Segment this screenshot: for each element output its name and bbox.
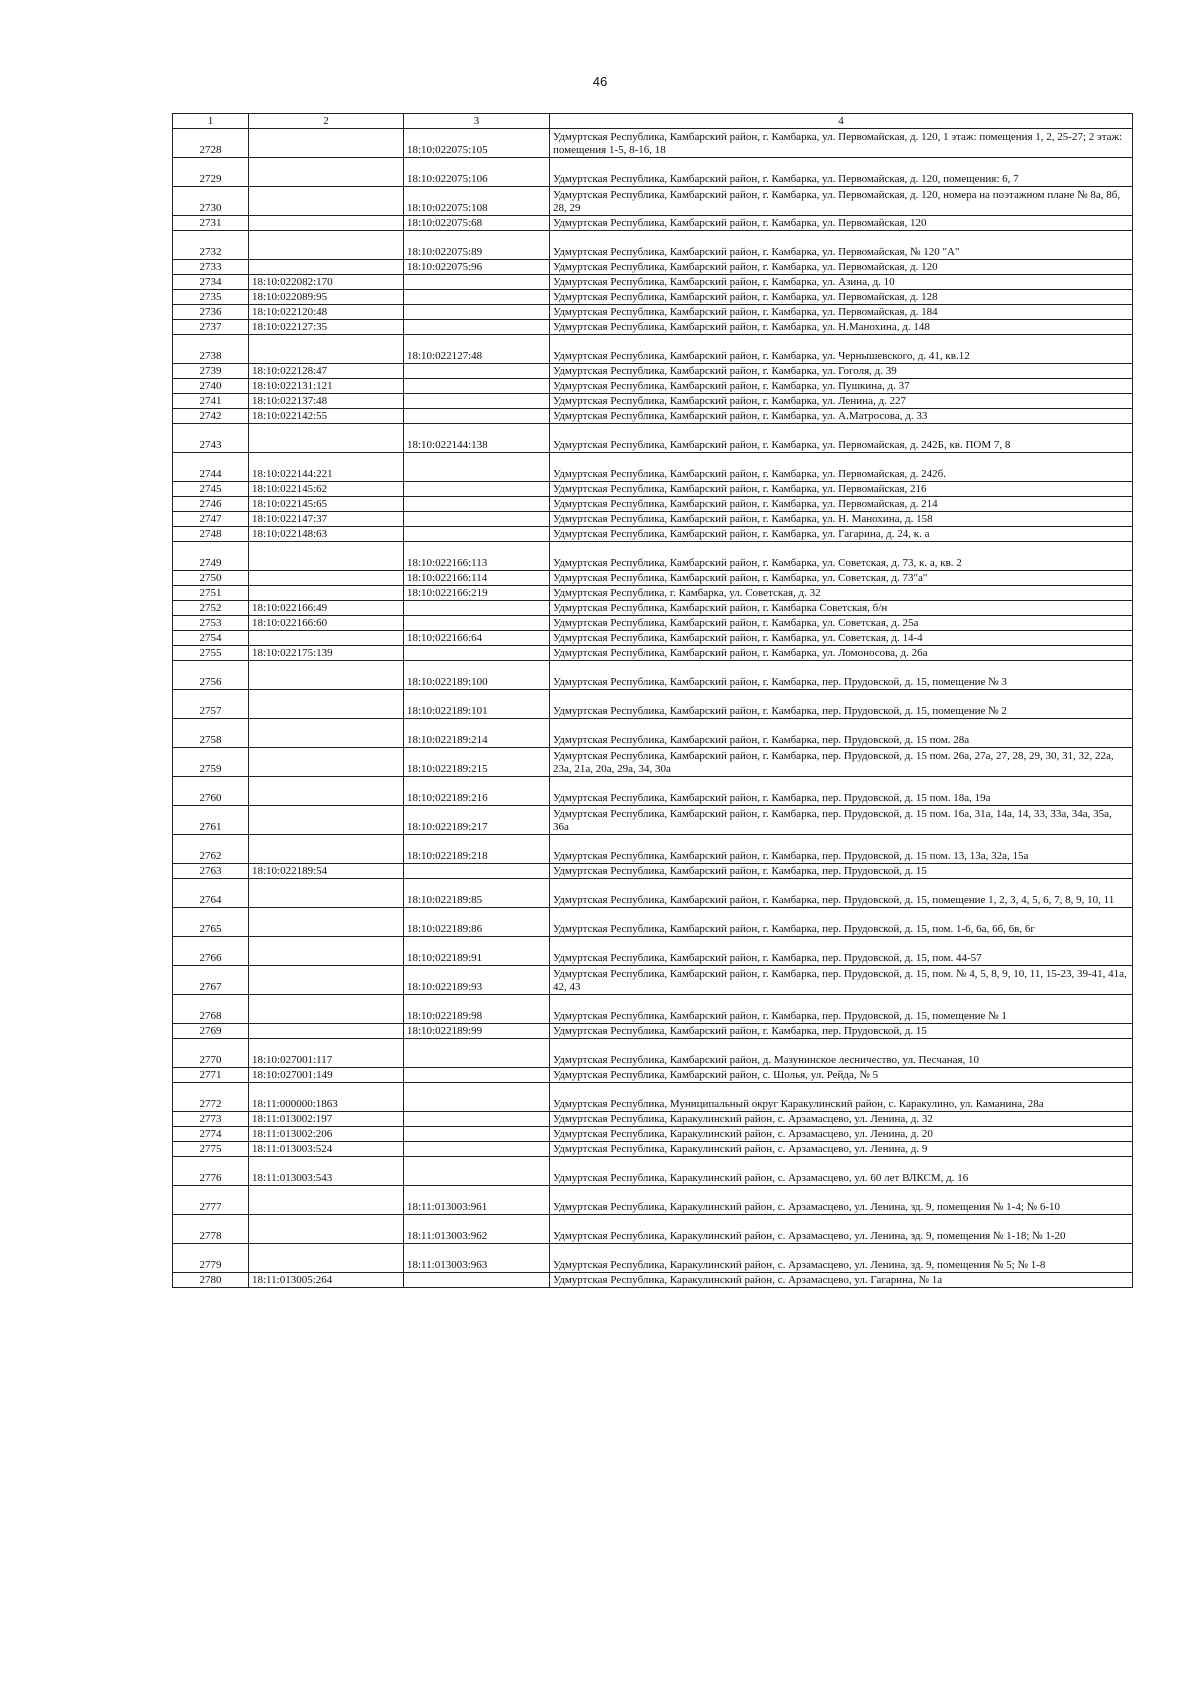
row-number: 2732 — [173, 231, 249, 260]
cadastral-number-col3 — [404, 646, 550, 661]
table-row — [173, 527, 1133, 542]
cadastral-number-col3: 18:10:022144:138 — [404, 424, 550, 453]
address: Удмуртская Республика, Камбарский район, г. Камбарка, пер. Прудовской, д. 15 пом. 13, 13а, 32а, 15а — [550, 835, 1133, 864]
cadastral-number-col2 — [249, 187, 404, 216]
cadastral-number-col3: 18:10:022189:217 — [404, 806, 550, 835]
table-row — [173, 646, 1133, 661]
cadastral-number-col2: 18:11:013003:543 — [249, 1157, 404, 1186]
row-number: 2752 — [173, 601, 249, 616]
row-number: 2731 — [173, 216, 249, 231]
cadastral-number-col2 — [249, 835, 404, 864]
table-row — [173, 187, 1133, 216]
row-number: 2754 — [173, 631, 249, 646]
row-number: 2746 — [173, 497, 249, 512]
cadastral-number-col3: 18:10:022075:108 — [404, 187, 550, 216]
cadastral-number-col3 — [404, 453, 550, 482]
table-row — [173, 453, 1133, 482]
table-row — [173, 364, 1133, 379]
table-row — [173, 305, 1133, 320]
address: Удмуртская Республика, Камбарский район, г. Камбарка, ул. Советская, д. 73, к. а, кв. 2 — [550, 542, 1133, 571]
cadastral-number-col2 — [249, 690, 404, 719]
cadastral-number-col3: 18:10:022166:64 — [404, 631, 550, 646]
row-number: 2743 — [173, 424, 249, 453]
table-row — [173, 290, 1133, 305]
table-row — [173, 129, 1133, 158]
address: Удмуртская Республика, Камбарский район, г. Камбарка, пер. Прудовской, д. 15, помещение № 3 — [550, 661, 1133, 690]
cadastral-number-col3 — [404, 1068, 550, 1083]
address: Удмуртская Республика, Каракулинский район, с. Арзамасцево, ул. Ленина, д. 32 — [550, 1112, 1133, 1127]
row-number: 2736 — [173, 305, 249, 320]
row-number: 2728 — [173, 129, 249, 158]
cadastral-number-col3: 18:10:022166:113 — [404, 542, 550, 571]
address: Удмуртская Республика, Каракулинский район, с. Арзамасцево, ул. Ленина, д. 9 — [550, 1142, 1133, 1157]
cadastral-number-col3 — [404, 290, 550, 305]
table-row — [173, 335, 1133, 364]
cadastral-number-col3 — [404, 409, 550, 424]
cadastral-number-col2: 18:10:022189:54 — [249, 864, 404, 879]
cadastral-number-col3: 18:10:022189:98 — [404, 995, 550, 1024]
table-row — [173, 275, 1133, 290]
cadastral-number-col2: 18:10:022089:95 — [249, 290, 404, 305]
cadastral-number-col3 — [404, 320, 550, 335]
table-row — [173, 1068, 1133, 1083]
address: Удмуртская Республика, Камбарский район, г. Камбарка, ул. Первомайская, д. 120 — [550, 260, 1133, 275]
cadastral-number-col3 — [404, 379, 550, 394]
row-number: 2747 — [173, 512, 249, 527]
address: Удмуртская Республика, Камбарский район, г. Камбарка, пер. Прудовской, д. 15, пом. 1-6, 6а, 6б, 6в, 6г — [550, 908, 1133, 937]
cadastral-number-col3: 18:10:022189:91 — [404, 937, 550, 966]
table-row — [173, 995, 1133, 1024]
table-row — [173, 1244, 1133, 1273]
row-number: 2764 — [173, 879, 249, 908]
cadastral-number-col3 — [404, 1112, 550, 1127]
column-header-3: 3 — [404, 114, 550, 129]
cadastral-number-col3 — [404, 497, 550, 512]
row-number: 2730 — [173, 187, 249, 216]
table-row — [173, 1186, 1133, 1215]
address: Удмуртская Республика, Камбарский район, г. Камбарка, пер. Прудовской, д. 15 — [550, 1024, 1133, 1039]
table-row — [173, 631, 1133, 646]
table-row — [173, 1215, 1133, 1244]
cadastral-number-col3 — [404, 1039, 550, 1068]
row-number: 2733 — [173, 260, 249, 275]
cadastral-number-col2 — [249, 586, 404, 601]
cadastral-number-col3 — [404, 601, 550, 616]
address: Удмуртская Республика, Камбарский район, д. Мазунинское лесничество, ул. Песчаная, 10 — [550, 1039, 1133, 1068]
cadastral-number-col2 — [249, 806, 404, 835]
column-header-4: 4 — [550, 114, 1133, 129]
address: Удмуртская Республика, Камбарский район, г. Камбарка, ул. Пушкина, д. 37 — [550, 379, 1133, 394]
address: Удмуртская Республика, Камбарский район, г. Камбарка, пер. Прудовской, д. 15 пом. 18а, 19а — [550, 777, 1133, 806]
table-row — [173, 320, 1133, 335]
cadastral-number-col2: 18:10:022142:55 — [249, 409, 404, 424]
cadastral-number-col3 — [404, 864, 550, 879]
cadastral-number-col2 — [249, 571, 404, 586]
cadastral-number-col3: 18:11:013003:962 — [404, 1215, 550, 1244]
column-header-1: 1 — [173, 114, 249, 129]
page-number: 46 — [592, 74, 608, 89]
address: Удмуртская Республика, Камбарский район, г. Камбарка Советская, б/н — [550, 601, 1133, 616]
address: Удмуртская Республика, Каракулинский район, с. Арзамасцево, ул. Ленина, д. 20 — [550, 1127, 1133, 1142]
cadastral-number-col2 — [249, 216, 404, 231]
table-row — [173, 966, 1133, 995]
row-number: 2777 — [173, 1186, 249, 1215]
address: Удмуртская Республика, Камбарский район, г. Камбарка, ул. Первомайская, д. 120, помещения: 6, 7 — [550, 158, 1133, 187]
table-row — [173, 1024, 1133, 1039]
column-header-2: 2 — [249, 114, 404, 129]
row-number: 2755 — [173, 646, 249, 661]
table-row — [173, 879, 1133, 908]
cadastral-number-col3: 18:10:022189:215 — [404, 748, 550, 777]
table-row — [173, 1157, 1133, 1186]
row-number: 2735 — [173, 290, 249, 305]
cadastral-number-col3: 18:10:022075:96 — [404, 260, 550, 275]
table-row — [173, 497, 1133, 512]
row-number: 2774 — [173, 1127, 249, 1142]
table-row — [173, 864, 1133, 879]
table-row — [173, 1039, 1133, 1068]
cadastral-number-col2 — [249, 879, 404, 908]
cadastral-number-col2: 18:10:027001:117 — [249, 1039, 404, 1068]
cadastral-number-col3 — [404, 527, 550, 542]
table-row — [173, 424, 1133, 453]
table-row — [173, 394, 1133, 409]
cadastral-number-col3: 18:10:022075:89 — [404, 231, 550, 260]
address: Удмуртская Республика, Камбарский район, г. Камбарка, ул. Первомайская, 120 — [550, 216, 1133, 231]
row-number: 2751 — [173, 586, 249, 601]
table-header — [173, 114, 1133, 129]
cadastral-number-col3 — [404, 616, 550, 631]
cadastral-number-col3 — [404, 305, 550, 320]
row-number: 2742 — [173, 409, 249, 424]
row-number: 2766 — [173, 937, 249, 966]
table-row — [173, 512, 1133, 527]
row-number: 2780 — [173, 1273, 249, 1288]
row-number: 2767 — [173, 966, 249, 995]
address: Удмуртская Республика, Каракулинский район, с. Арзамасцево, ул. Ленина, зд. 9, помещения № 1-4; № 6-10 — [550, 1186, 1133, 1215]
row-number: 2739 — [173, 364, 249, 379]
address: Удмуртская Республика, Камбарский район, г. Камбарка, ул. Н. Манохина, д. 158 — [550, 512, 1133, 527]
row-number: 2771 — [173, 1068, 249, 1083]
cadastral-number-col3: 18:10:022189:86 — [404, 908, 550, 937]
cadastral-number-col2 — [249, 908, 404, 937]
row-number: 2761 — [173, 806, 249, 835]
cadastral-number-col3: 18:10:022189:216 — [404, 777, 550, 806]
address: Удмуртская Республика, Камбарский район, г. Камбарка, ул. Азина, д. 10 — [550, 275, 1133, 290]
table-row — [173, 482, 1133, 497]
table-row — [173, 719, 1133, 748]
cadastral-number-col2 — [249, 1244, 404, 1273]
address: Удмуртская Республика, Камбарский район, г. Камбарка, ул. Ломоносова, д. 26а — [550, 646, 1133, 661]
table-body — [173, 129, 1133, 1288]
table-row — [173, 690, 1133, 719]
table-row — [173, 379, 1133, 394]
address: Удмуртская Республика, Камбарский район, г. Камбарка, пер. Прудовской, д. 15, помещение № 1 — [550, 995, 1133, 1024]
address: Удмуртская Республика, Камбарский район, г. Камбарка, пер. Прудовской, д. 15, помещение № 2 — [550, 690, 1133, 719]
row-number: 2756 — [173, 661, 249, 690]
cadastral-number-col3 — [404, 512, 550, 527]
cadastral-number-col2 — [249, 748, 404, 777]
address: Удмуртская Республика, г. Камбарка, ул. Советская, д. 32 — [550, 586, 1133, 601]
row-number: 2776 — [173, 1157, 249, 1186]
cadastral-number-col3 — [404, 482, 550, 497]
row-number: 2749 — [173, 542, 249, 571]
cadastral-number-col3: 18:10:022189:218 — [404, 835, 550, 864]
row-number: 2765 — [173, 908, 249, 937]
row-number: 2757 — [173, 690, 249, 719]
cadastral-number-col2: 18:10:022166:49 — [249, 601, 404, 616]
address: Удмуртская Республика, Камбарский район, г. Камбарка, ул. Гагарина, д. 24, к. а — [550, 527, 1133, 542]
cadastral-number-col3: 18:10:022075:106 — [404, 158, 550, 187]
cadastral-number-col3: 18:10:022189:214 — [404, 719, 550, 748]
address: Удмуртская Республика, Камбарский район, г. Камбарка, пер. Прудовской, д. 15 пом. 28а — [550, 719, 1133, 748]
address: Удмуртская Республика, Камбарский район, г. Камбарка, ул. Советская, д. 25а — [550, 616, 1133, 631]
cadastral-number-col2 — [249, 231, 404, 260]
cadastral-number-col2: 18:10:022145:62 — [249, 482, 404, 497]
table-row — [173, 661, 1133, 690]
row-number: 2753 — [173, 616, 249, 631]
cadastral-number-col2: 18:11:013002:206 — [249, 1127, 404, 1142]
table-row — [173, 586, 1133, 601]
cadastral-number-col3 — [404, 1083, 550, 1112]
cadastral-number-col3: 18:10:022075:68 — [404, 216, 550, 231]
address: Удмуртская Республика, Камбарский район, г. Камбарка, ул. Н.Манохина, д. 148 — [550, 320, 1133, 335]
cadastral-number-col3: 18:10:022189:93 — [404, 966, 550, 995]
cadastral-number-col2 — [249, 995, 404, 1024]
address: Удмуртская Республика, Камбарский район, г. Камбарка, ул. Первомайская, д. 242б. — [550, 453, 1133, 482]
cadastral-number-col2 — [249, 661, 404, 690]
cadastral-number-col2: 18:10:022144:221 — [249, 453, 404, 482]
table-row — [173, 216, 1133, 231]
cadastral-number-col3: 18:10:022166:219 — [404, 586, 550, 601]
cadastral-number-col2: 18:10:022145:65 — [249, 497, 404, 512]
cadastral-number-col2 — [249, 631, 404, 646]
row-number: 2740 — [173, 379, 249, 394]
cadastral-number-col2 — [249, 719, 404, 748]
cadastral-number-col2: 18:10:022147:37 — [249, 512, 404, 527]
row-number: 2773 — [173, 1112, 249, 1127]
address: Удмуртская Республика, Камбарский район, с. Шолья, ул. Рейда, № 5 — [550, 1068, 1133, 1083]
row-number: 2779 — [173, 1244, 249, 1273]
cadastral-number-col3: 18:11:013003:961 — [404, 1186, 550, 1215]
address: Удмуртская Республика, Каракулинский район, с. Арзамасцево, ул. Ленина, зд. 9, помещения № 5; № 1-8 — [550, 1244, 1133, 1273]
cadastral-number-col3: 18:10:022127:48 — [404, 335, 550, 364]
row-number: 2729 — [173, 158, 249, 187]
address: Удмуртская Республика, Камбарский район, г. Камбарка, пер. Прудовской, д. 15 пом. 16а, 31а, 14а, 14, 33, 33а, 34а, 35а, 36а — [550, 806, 1133, 835]
registry-table — [172, 113, 1133, 1288]
cadastral-number-col3: 18:11:013003:963 — [404, 1244, 550, 1273]
table-row — [173, 601, 1133, 616]
table-row — [173, 1112, 1133, 1127]
cadastral-number-col3: 18:10:022189:85 — [404, 879, 550, 908]
table-row — [173, 231, 1133, 260]
address: Удмуртская Республика, Камбарский район, г. Камбарка, ул. Первомайская, д. 120, номера на поэтажном плане № 8а, 8б, 28, 29 — [550, 187, 1133, 216]
address: Удмуртская Республика, Камбарский район, г. Камбарка, пер. Прудовской, д. 15, пом. № 4, 5, 8, 9, 10, 11, 15-23, 39-41, 41а, 42, 43 — [550, 966, 1133, 995]
cadastral-number-col2: 18:10:022128:47 — [249, 364, 404, 379]
table-row — [173, 1273, 1133, 1288]
address: Удмуртская Республика, Каракулинский район, с. Арзамасцево, ул. 60 лет ВЛКСМ, д. 16 — [550, 1157, 1133, 1186]
cadastral-number-col2 — [249, 966, 404, 995]
cadastral-number-col3: 18:10:022189:101 — [404, 690, 550, 719]
table-row — [173, 409, 1133, 424]
cadastral-number-col2: 18:10:022127:35 — [249, 320, 404, 335]
address: Удмуртская Республика, Камбарский район, г. Камбарка, ул. Первомайская, № 120 "А" — [550, 231, 1133, 260]
table-row — [173, 1142, 1133, 1157]
cadastral-number-col3 — [404, 1273, 550, 1288]
address: Удмуртская Республика, Камбарский район, г. Камбарка, ул. Советская, д. 14-4 — [550, 631, 1133, 646]
row-number: 2744 — [173, 453, 249, 482]
table-row — [173, 777, 1133, 806]
row-number: 2763 — [173, 864, 249, 879]
row-number: 2768 — [173, 995, 249, 1024]
address: Удмуртская Республика, Камбарский район, г. Камбарка, ул. Советская, д. 73"а" — [550, 571, 1133, 586]
cadastral-number-col3 — [404, 275, 550, 290]
cadastral-number-col2 — [249, 335, 404, 364]
row-number: 2738 — [173, 335, 249, 364]
table-row — [173, 260, 1133, 275]
address: Удмуртская Республика, Камбарский район, г. Камбарка, ул. Первомайская, д. 184 — [550, 305, 1133, 320]
row-number: 2741 — [173, 394, 249, 409]
row-number: 2758 — [173, 719, 249, 748]
row-number: 2772 — [173, 1083, 249, 1112]
row-number: 2769 — [173, 1024, 249, 1039]
table-row — [173, 806, 1133, 835]
address: Удмуртская Республика, Камбарский район, г. Камбарка, ул. Первомайская, д. 120, 1 этаж: помещения 1, 2, 25-27; 2 этаж: помещения 1-5, 8-16, 18 — [550, 129, 1133, 158]
address: Удмуртская Республика, Муниципальный округ Каракулинский район, с. Каракулино, ул. Каманина, 28а — [550, 1083, 1133, 1112]
cadastral-number-col2 — [249, 424, 404, 453]
cadastral-number-col2: 18:10:022082:170 — [249, 275, 404, 290]
cadastral-number-col2: 18:10:022137:48 — [249, 394, 404, 409]
row-number: 2759 — [173, 748, 249, 777]
cadastral-number-col2: 18:10:022148:63 — [249, 527, 404, 542]
address: Удмуртская Республика, Камбарский район, г. Камбарка, пер. Прудовской, д. 15 — [550, 864, 1133, 879]
cadastral-number-col2 — [249, 129, 404, 158]
address: Удмуртская Республика, Камбарский район, г. Камбарка, пер. Прудовской, д. 15, пом. 44-57 — [550, 937, 1133, 966]
address: Удмуртская Республика, Камбарский район, г. Камбарка, пер. Прудовской, д. 15, помещение 1, 2, 3, 4, 5, 6, 7, 8, 9, 10, 11 — [550, 879, 1133, 908]
row-number: 2745 — [173, 482, 249, 497]
address: Удмуртская Республика, Камбарский район, г. Камбарка, ул. Чернышевского, д. 41, кв.12 — [550, 335, 1133, 364]
row-number: 2770 — [173, 1039, 249, 1068]
address: Удмуртская Республика, Каракулинский район, с. Арзамасцево, ул. Гагарина, № 1а — [550, 1273, 1133, 1288]
cadastral-number-col2 — [249, 260, 404, 275]
row-number: 2762 — [173, 835, 249, 864]
cadastral-number-col2: 18:11:013005:264 — [249, 1273, 404, 1288]
table-row — [173, 908, 1133, 937]
cadastral-number-col2 — [249, 158, 404, 187]
address: Удмуртская Республика, Камбарский район, г. Камбарка, ул. Первомайская, 216 — [550, 482, 1133, 497]
cadastral-number-col3 — [404, 1142, 550, 1157]
cadastral-number-col2: 18:10:022166:60 — [249, 616, 404, 631]
address: Удмуртская Республика, Камбарский район, г. Камбарка, ул. Первомайская, д. 214 — [550, 497, 1133, 512]
cadastral-number-col3 — [404, 1127, 550, 1142]
cadastral-number-col2 — [249, 1186, 404, 1215]
cadastral-number-col2: 18:10:022175:139 — [249, 646, 404, 661]
row-number: 2750 — [173, 571, 249, 586]
cadastral-number-col2: 18:10:027001:149 — [249, 1068, 404, 1083]
address: Удмуртская Республика, Камбарский район, г. Камбарка, ул. Гоголя, д. 39 — [550, 364, 1133, 379]
row-number: 2778 — [173, 1215, 249, 1244]
row-number: 2760 — [173, 777, 249, 806]
cadastral-number-col3: 18:10:022075:105 — [404, 129, 550, 158]
cadastral-number-col2: 18:10:022131:121 — [249, 379, 404, 394]
cadastral-number-col2: 18:11:013002:197 — [249, 1112, 404, 1127]
cadastral-number-col3: 18:10:022189:100 — [404, 661, 550, 690]
cadastral-number-col3 — [404, 1157, 550, 1186]
address: Удмуртская Республика, Камбарский район, г. Камбарка, ул. Первомайская, д. 242Б, кв. ПОМ 7, 8 — [550, 424, 1133, 453]
address: Удмуртская Республика, Камбарский район, г. Камбарка, ул. А.Матросова, д. 33 — [550, 409, 1133, 424]
table-row — [173, 1127, 1133, 1142]
table-row — [173, 835, 1133, 864]
cadastral-number-col2 — [249, 937, 404, 966]
cadastral-number-col3 — [404, 394, 550, 409]
address: Удмуртская Республика, Каракулинский район, с. Арзамасцево, ул. Ленина, зд. 9, помещения № 1-18; № 1-20 — [550, 1215, 1133, 1244]
table-row — [173, 1083, 1133, 1112]
cadastral-number-col2: 18:10:022120:48 — [249, 305, 404, 320]
table-row — [173, 158, 1133, 187]
cadastral-number-col3 — [404, 364, 550, 379]
cadastral-number-col2 — [249, 777, 404, 806]
cadastral-number-col3: 18:10:022189:99 — [404, 1024, 550, 1039]
table-row — [173, 937, 1133, 966]
cadastral-number-col2: 18:11:000000:1863 — [249, 1083, 404, 1112]
cadastral-number-col2 — [249, 1215, 404, 1244]
cadastral-number-col2 — [249, 542, 404, 571]
table-row — [173, 616, 1133, 631]
cadastral-number-col2 — [249, 1024, 404, 1039]
cadastral-number-col2: 18:11:013003:524 — [249, 1142, 404, 1157]
address: Удмуртская Республика, Камбарский район, г. Камбарка, ул. Первомайская, д. 128 — [550, 290, 1133, 305]
address: Удмуртская Республика, Камбарский район, г. Камбарка, ул. Ленина, д. 227 — [550, 394, 1133, 409]
row-number: 2737 — [173, 320, 249, 335]
row-number: 2775 — [173, 1142, 249, 1157]
row-number: 2734 — [173, 275, 249, 290]
table-row — [173, 571, 1133, 586]
row-number: 2748 — [173, 527, 249, 542]
cadastral-number-col3: 18:10:022166:114 — [404, 571, 550, 586]
table-row — [173, 542, 1133, 571]
table-row — [173, 748, 1133, 777]
address: Удмуртская Республика, Камбарский район, г. Камбарка, пер. Прудовской, д. 15 пом. 26а, 27а, 27, 28, 29, 30, 31, 32, 22а, 23а, 21а, 20а, 29а, 34, 30а — [550, 748, 1133, 777]
